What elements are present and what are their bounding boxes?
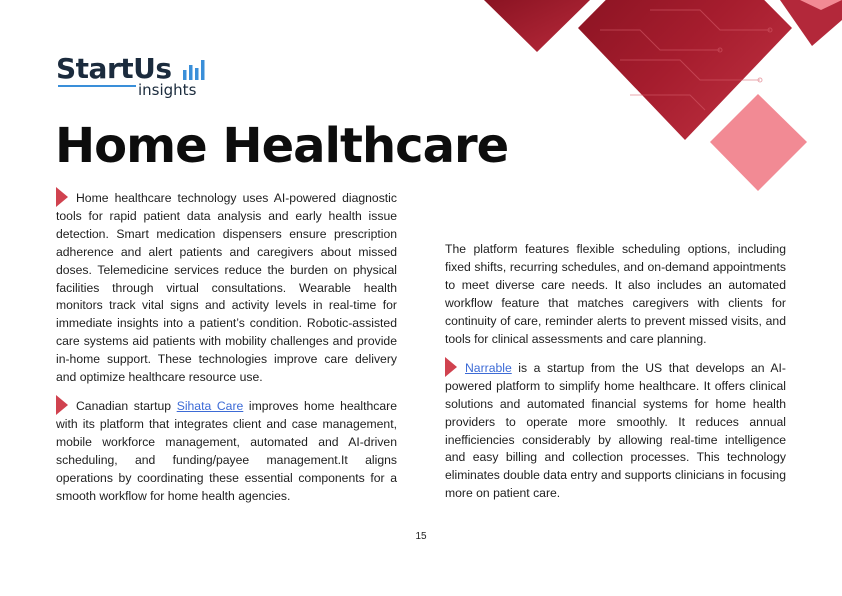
bullet-marker-icon — [56, 187, 68, 207]
sihata-care-link[interactable]: Sihata Care — [176, 399, 244, 414]
logo-brand-text: StartUs — [56, 52, 172, 85]
page-number: 15 — [415, 531, 427, 542]
signal-bars-icon — [182, 58, 206, 80]
paragraph-sihata — [56, 395, 397, 505]
right-column — [445, 241, 786, 512]
logo-underline — [58, 85, 136, 87]
brand-logo — [56, 54, 216, 104]
diamond-small-left — [484, 0, 590, 52]
diamond-top-right — [780, 0, 842, 46]
left-column — [56, 187, 397, 514]
paragraph-intro — [56, 187, 397, 387]
paragraph-narrable — [445, 357, 786, 503]
logo-sub-text: insights — [138, 81, 197, 99]
sihata-prefix: Canadian startup — [76, 399, 177, 414]
narrable-text: is a startup from the US that develops an AI-powered platform to simplify home healthcare. It offers clinical solutions and automated financial systems for home health providers to operate more smoothly. It reduces annual inefficiencies considerably by allowing real-time intelligence and easy billing and collection processes. This technology eliminates double data entry and supports clinicians in focusing more on patient care. — [445, 360, 786, 501]
diamond-pink — [710, 94, 807, 191]
platform-text: The platform features flexible scheduling options, including fixed shifts, recurring schedules, and on-demand appointments to meet diverse care needs. It also includes an automated workflow feature that matches caregivers with clients for continuity of care, reminder alerts to prevent missed visits, and tools for clinical assessments and care planning. — [445, 242, 786, 346]
sihata-text: improves home healthcare with its platform that integrates client and case management, mobile workforce management, automated and AI-driven scheduling, and funding/payee management.It aligns operations by coordinating these essential components for a smooth workflow for home health agencies. — [56, 399, 398, 503]
narrable-link[interactable]: Narrable — [465, 360, 512, 375]
page-title: Home Healthcare — [55, 118, 509, 174]
intro-text: Home healthcare technology uses AI-powered diagnostic tools for rapid patient data analysis and early health issue detection. Smart medication dispensers ensure prescription adherence and alert patients and caregivers about missed doses. Telemedicine services reduce the burden on physical facilities through virtual consultations. Wearable health monitors track vital signs and activity levels in real-time for immediate insights into a patient’s condition. Robotic-assisted care systems aid patients with mobility challenges and provide in-home support. These technologies improve care delivery and optimize healthcare resource use. — [56, 191, 397, 385]
paragraph-platform — [445, 241, 786, 348]
bullet-marker-icon — [445, 357, 457, 377]
bullet-marker-icon — [56, 395, 68, 415]
